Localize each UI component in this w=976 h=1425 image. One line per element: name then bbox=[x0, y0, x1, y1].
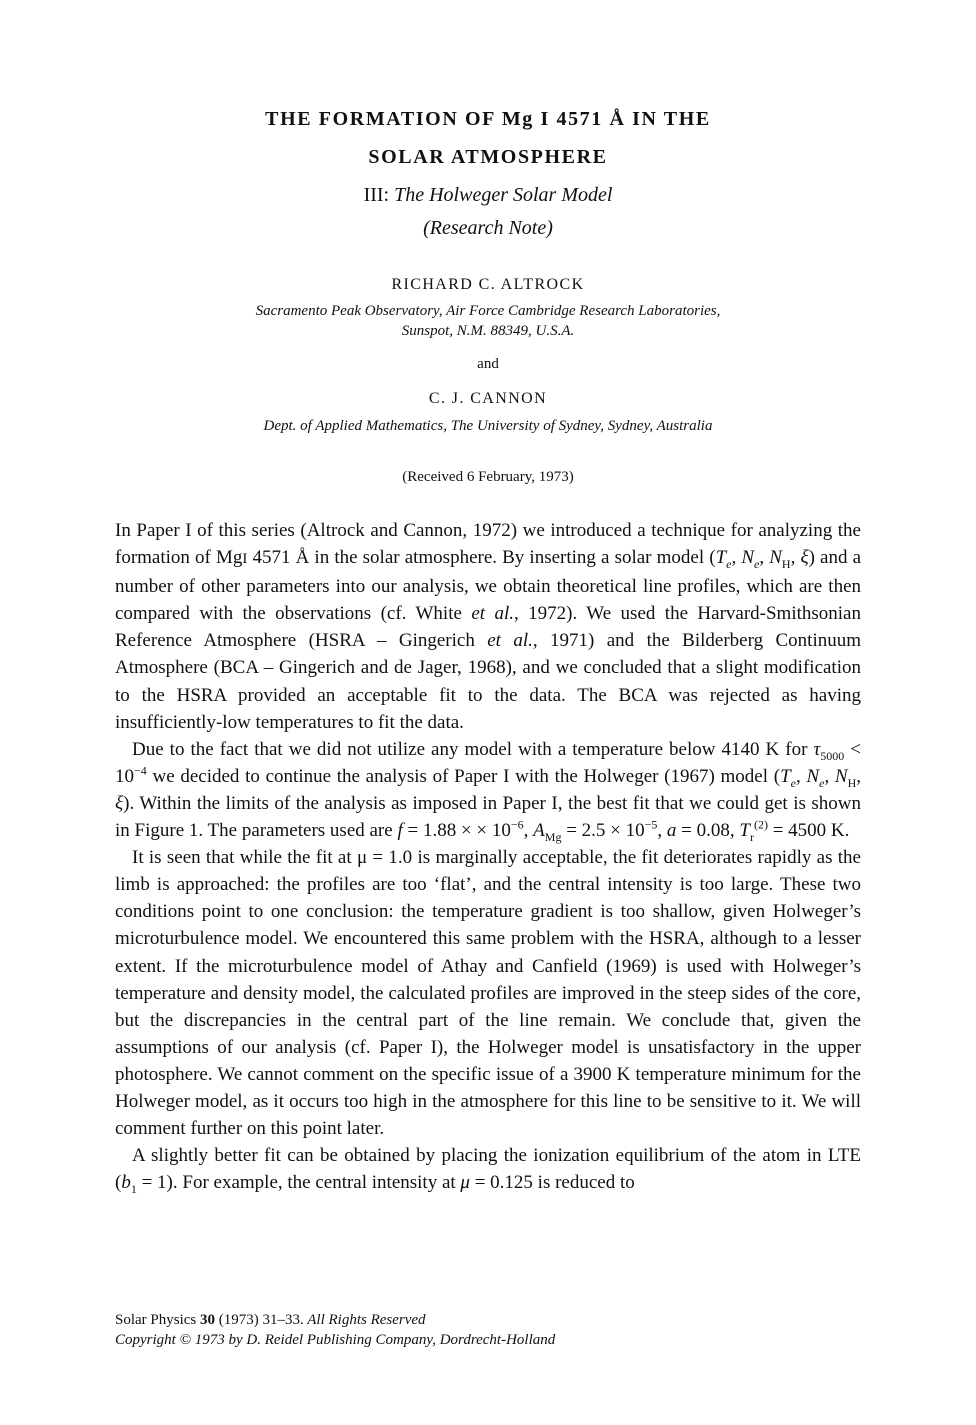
journal-citation: Solar Physics 30 (1973) 31–33. All Rights Reserved bbox=[115, 1312, 426, 1328]
affiliation-sacramento-line2: Sunspot, N.M. 88349, U.S.A. bbox=[401, 323, 575, 339]
series-number: III: bbox=[363, 184, 390, 206]
article-title-line1: THE FORMATION OF Mg I 4571 Å IN THE bbox=[265, 108, 711, 130]
and-separator: and bbox=[477, 356, 499, 372]
article-subtitle bbox=[0, 184, 976, 207]
paragraph-3: It is seen that while the fit at μ = 1.0 is marginally acceptable, the fit deteriorates rapidly as the limb is approached: the profiles are too ‘flat’, and the central intensity is too large. These two conditions point to one conclusion: the temperature gradient is too shallow, given Holweger’s microturbulence model. We encountered this same problem with the HSRA, although to a lesser extent. If the microturbulence model of Athay and Canfield (1969) is used with Holweger’s temperature and density model, the calculated profiles are improved in the steep sides of the core, but the discrepancies in the central part of the line remain. We conclude that, given the assumptions of our analysis (cf. Paper I), the Holweger model is unsatisfactory in the upper photosphere. We cannot comment on the specific issue of a 3900 K temperature minimum for the Holweger model, as it occurs too high in the atmosphere for this line to be sensitive to it. We will comment further on this point later. bbox=[115, 847, 861, 1140]
article-body bbox=[115, 517, 861, 1196]
affiliation-sydney: Dept. of Applied Mathematics, The University of Sydney, Sydney, Australia bbox=[263, 418, 713, 434]
research-note-label: (Research Note) bbox=[423, 217, 553, 239]
received-date: (Received 6 February, 1973) bbox=[402, 469, 574, 485]
paragraph-4: A slightly better fit can be obtained by placing the ionization equilibrium of the atom in LTE $(b_1 = 1)$. For example, the central intensity at μ = 0.125 is reduced to bbox=[115, 1145, 861, 1197]
copyright-line: Copyright © 1973 by D. Reidel Publishing Company, Dordrecht-Holland bbox=[115, 1332, 556, 1348]
paragraph-2: Due to the fact that we did not utilize any model with a temperature below 4140 K for $\tau_{5000} < 10^{-4}$ we decided to continue the analysis of Paper I with the Holweger (1967) model ($T_e$, $N_e$, $N_H$, ξ). Within the limits of the analysis as imposed in Paper I, the best fit that we could get is shown in Figure 1. The parameters used are f = 1.88 × × $10^{-6}$, $A_{Mg} = 2.5 \times 10^{-5}$, a = 0.08, $T_r^{(2)} = 4500$ K. bbox=[115, 738, 862, 844]
author-altrock: RICHARD C. ALTROCK bbox=[391, 276, 585, 293]
affiliation-sacramento-line1: Sacramento Peak Observatory, Air Force Cambridge Research Laboratories, bbox=[255, 303, 721, 319]
subtitle-text: The Holweger Solar Model bbox=[394, 184, 613, 206]
page-footer bbox=[115, 1310, 861, 1350]
paragraph-1: In Paper I of this series (Altrock and Cannon, 1972) we introduced a technique for analyzing the formation of MgI 4571 Å in the solar atmosphere. By inserting a solar model ($T_e$, $N_e$, $N_H$, ξ) and a number of other parameters into our analysis, we obtain theoretical line profiles, which are then compared with the observations (cf. White et al., 1972). We used the Harvard-Smithsonian Reference Atmosphere (HSRA – Gingerich et al., 1971) and the Bilderberg Continuum Atmosphere (BCA – Gingerich and de Jager, 1968), and we concluded that a slight modification to the HSRA provided an acceptable fit to the data. The BCA was rejected as having insufficiently-low temperatures to fit the data. bbox=[115, 520, 862, 733]
author-cannon: C. J. CANNON bbox=[428, 390, 548, 407]
article-title-line2: SOLAR ATMOSPHERE bbox=[368, 146, 608, 168]
